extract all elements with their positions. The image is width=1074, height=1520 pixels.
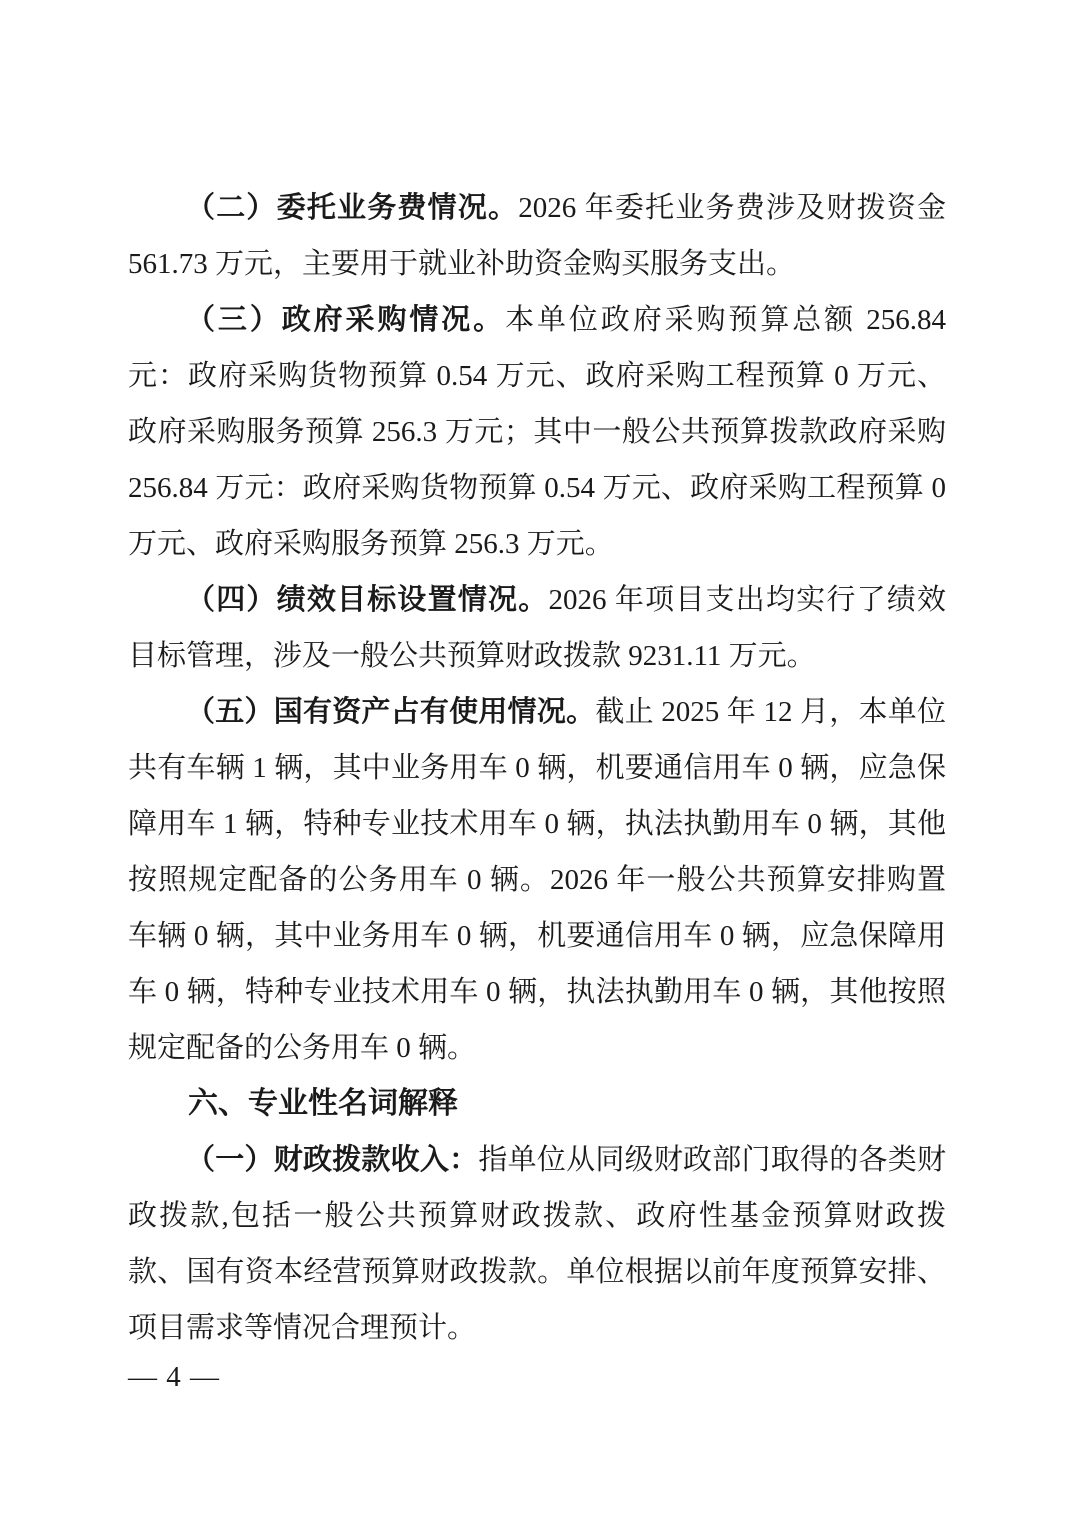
- paragraph-lead: （三）政府采购情况。: [186, 304, 506, 336]
- paragraph-lead: （五）国有资产占有使用情况。: [186, 696, 596, 728]
- paragraph-text: 指单位从同级财政部门取得的各类财政拨款,包括一般公共预算财政拨款、政府性基金预算财政拨款、国有资本经营预算财政拨款。单位根据以前年度预算安排、项目需求等情况合理预计。: [128, 1144, 946, 1344]
- section-heading: 六、专业性名词解释: [188, 1087, 458, 1120]
- paragraph: [128, 180, 946, 292]
- paragraph-lead: （四）绩效目标设置情况。: [186, 584, 549, 616]
- paragraph-text: 2026 年项目支出均实行了绩效目标管理，涉及一般公共预算财政拨款 9231.11 万元。: [128, 584, 946, 672]
- footer-page-number: — 4 —: [128, 1361, 220, 1393]
- paragraph-text: 本单位政府采购预算总额 256.84 元：政府采购货物预算 0.54 万元、政府采购工程预算 0 万元、政府采购服务预算 256.3 万元；其中一般公共预算拨款政府采购 256.84 万元：政府采购货物预算 0.54 万元、政府采购工程预算 0 万元、政府采购服务预算 256.3 万元。: [128, 304, 946, 560]
- paragraph-text: 截止 2025 年 12 月，本单位共有车辆 1 辆，其中业务用车 0 辆，机要通信用车 0 辆，应急保障用车 1 辆，特种专业技术用车 0 辆，执法执勤用车 0 辆，其他按照规定配备的公务用车 0 辆。2026 年一般公共预算安排购置车辆 0 辆，其中业务用车 0 辆，机要通信用车 0 辆，应急保障用车 0 辆，特种专业技术用车 0 辆，执法执勤用车 0 辆，其他按照规定配备的公务用车 0 辆。: [128, 696, 946, 1064]
- paragraph: [128, 684, 946, 1076]
- paragraph: [128, 1132, 946, 1356]
- paragraph-lead: （一）财政拨款收入：: [186, 1144, 479, 1176]
- document-body: [128, 180, 946, 1356]
- paragraph-lead: （二）委托业务费情况。: [186, 192, 519, 224]
- paragraph: [128, 292, 946, 572]
- paragraph: [128, 572, 946, 684]
- paragraph-text: 2026 年委托业务费涉及财拨资金 561.73 万元，主要用于就业补助资金购买服务支出。: [128, 192, 946, 280]
